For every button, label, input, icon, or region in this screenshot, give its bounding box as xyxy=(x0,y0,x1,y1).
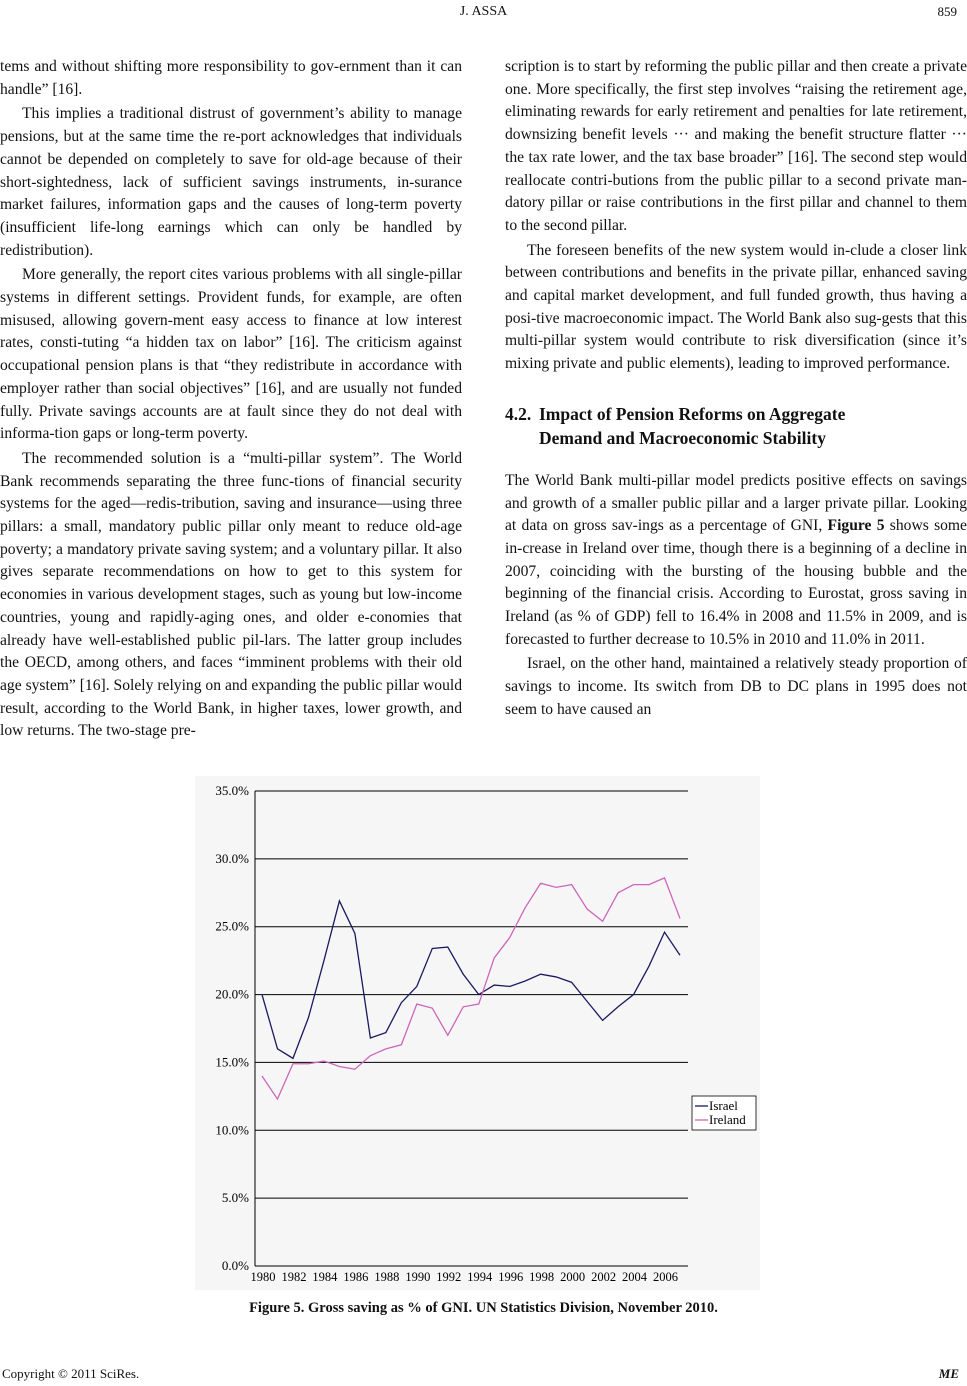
paragraph: Israel, on the other hand, maintained a relatively steady proportion of savings to income. Its switch from DB to DC plans in 1995 does not seem to have caused an xyxy=(505,655,967,718)
figure-5-chart xyxy=(195,776,760,1290)
x-tick-label: 1986 xyxy=(343,1270,369,1284)
x-tick-label: 1992 xyxy=(436,1270,462,1284)
y-tick-label: 0.0% xyxy=(221,1258,249,1273)
paragraph: The recommended solution is a “multi-pillar system”. The World Bank recommends separating the three func-tions of financial security systems for the aged—redis-tribution, saving and insurance—using three pillars: a small, mandatory public pillar only meant to reduce old-age poverty; a mandatory private saving system; and a voluntary pillar. It also gives separate recommendations on how to get to this system for economies in various development stages, such as young but low-income countries, young and rapidly-aging ones, and older e-conomies that already have well-established public pil-lars. The latter group includes the OECD, among others, and faces “imminent problems with their old age system” [16]. Solely relying on and expanding the public pillar would result, according to the World Bank, in higher taxes, lower growth, and low returns. The two-stage pre- xyxy=(0,449,462,740)
y-tick-label: 20.0% xyxy=(215,986,249,1002)
figure-caption: Figure 5. Gross saving as % of GNI. UN Statistics Division, November 2010. xyxy=(249,1300,718,1316)
y-tick-label: 35.0% xyxy=(215,783,249,798)
copyright-notice: Copyright © 2011 SciRes. xyxy=(2,1366,140,1381)
page-number: 859 xyxy=(937,4,957,19)
x-tick-label: 1990 xyxy=(405,1270,431,1284)
x-tick-label: 1994 xyxy=(467,1270,493,1284)
series-line-ireland xyxy=(262,878,680,1099)
section-title-line2: Demand and Macroeconomic Stability xyxy=(539,427,826,448)
paragraph xyxy=(505,470,967,652)
chart-svg xyxy=(195,776,760,1290)
paragraph: tems and without shifting more responsibility to gov-ernment than it can handle” [16]. xyxy=(0,58,462,98)
legend-label: Ireland xyxy=(709,1112,746,1127)
x-tick-label: 1988 xyxy=(374,1270,400,1284)
legend-label: Israel xyxy=(709,1098,738,1113)
paragraph: The foreseen benefits of the new system would in-clude a closer link between contributions and benefits in the private pillar, enhanced saving and capital market development, and full funded growth, thus having a posi-tive macroeconomic impact. The World Bank also sug-gests that this multi-pillar system would contribute to risk diversification (since it’s mixing private and public elements), leading to improved performance. xyxy=(505,241,967,373)
y-tick-label: 10.0% xyxy=(215,1122,249,1138)
x-tick-label: 2006 xyxy=(653,1270,679,1284)
left-column xyxy=(0,56,462,743)
section-number: 4.2. xyxy=(505,403,532,424)
figure-reference: Figure 5 xyxy=(827,517,885,535)
section-title-line1: Impact of Pension Reforms on Aggregate xyxy=(539,403,846,424)
x-tick-label: 1996 xyxy=(498,1270,524,1284)
y-tick-label: 25.0% xyxy=(215,918,249,934)
x-tick-label: 1984 xyxy=(312,1270,338,1284)
paragraph-text: The World Bank multi-pillar model predicts positive effects on savings and growth of a smaller public pillar and a larger private pillar. Looking at data on gross sav-ings as a percentage of GNI, xyxy=(505,471,967,535)
running-head: J. ASSA xyxy=(459,4,508,19)
journal-abbreviation: ME xyxy=(938,1366,959,1381)
x-tick-label: 1998 xyxy=(529,1270,555,1284)
x-tick-label: 1980 xyxy=(250,1270,276,1284)
paragraph: This implies a traditional distrust of government’s ability to manage pensions, but at the same time the re-port acknowledges that individuals cannot be depended on completely to save for old-age because of their short-sightedness, lack of sufficient savings instruments, in-surance market failures, information gaps and the causes of long-term poverty (insufficient life-long earnings which can only be handled by redistribution). xyxy=(0,105,462,259)
y-tick-label: 15.0% xyxy=(215,1054,249,1070)
y-tick-label: 30.0% xyxy=(215,850,249,866)
right-column xyxy=(505,56,967,722)
paragraph: More generally, the report cites various problems with all single-pillar systems in different settings. Provident funds, for example, are often misused, allowing govern-ment easy access to finance at low interest rates, consti-tuting “a hidden tax on labor” [16]. The criticism against occupational pension plans is that “they redistribute in accordance with employer rather than social objectives” [16], and are usually not funded fully. Private savings accounts are at fault since they do not deal with informa-tion gaps or long-term poverty. xyxy=(0,266,462,443)
x-tick-label: 2000 xyxy=(560,1270,586,1284)
section-heading xyxy=(505,402,967,450)
y-tick-label: 5.0% xyxy=(221,1190,249,1206)
x-tick-label: 2004 xyxy=(622,1270,648,1284)
x-tick-label: 2002 xyxy=(591,1270,617,1284)
series-line-israel xyxy=(262,901,680,1058)
paragraph-text: shows some in-crease in Ireland over time, though there is a beginning of a decline in 2007, coinciding with the bursting of the housing bubble and the beginning of the financial crisis. According to Eurostat, gross saving in Ireland (as % of GDP) fell to 16.4% in 2008 and 11.5% in 2009, and is forecasted to further decrease to 10.5% in 2010 and 11.0% in 2011. xyxy=(505,517,967,648)
x-tick-label: 1982 xyxy=(281,1270,307,1284)
paragraph: scription is to start by reforming the public pillar and then create a private one. More specifically, the first step involves “raising the retirement age, eliminating rewards for early retirement and penalties for late retirement, downsizing benefit levels ··· and making the benefit structure flatter ··· the tax rate lower, and the tax base broader” [16]. The second step would reallocate contri-butions from the public pillar to a second private man-datory pillar or raise contributions in the first pillar and channel to them to the second pillar. xyxy=(505,58,967,234)
